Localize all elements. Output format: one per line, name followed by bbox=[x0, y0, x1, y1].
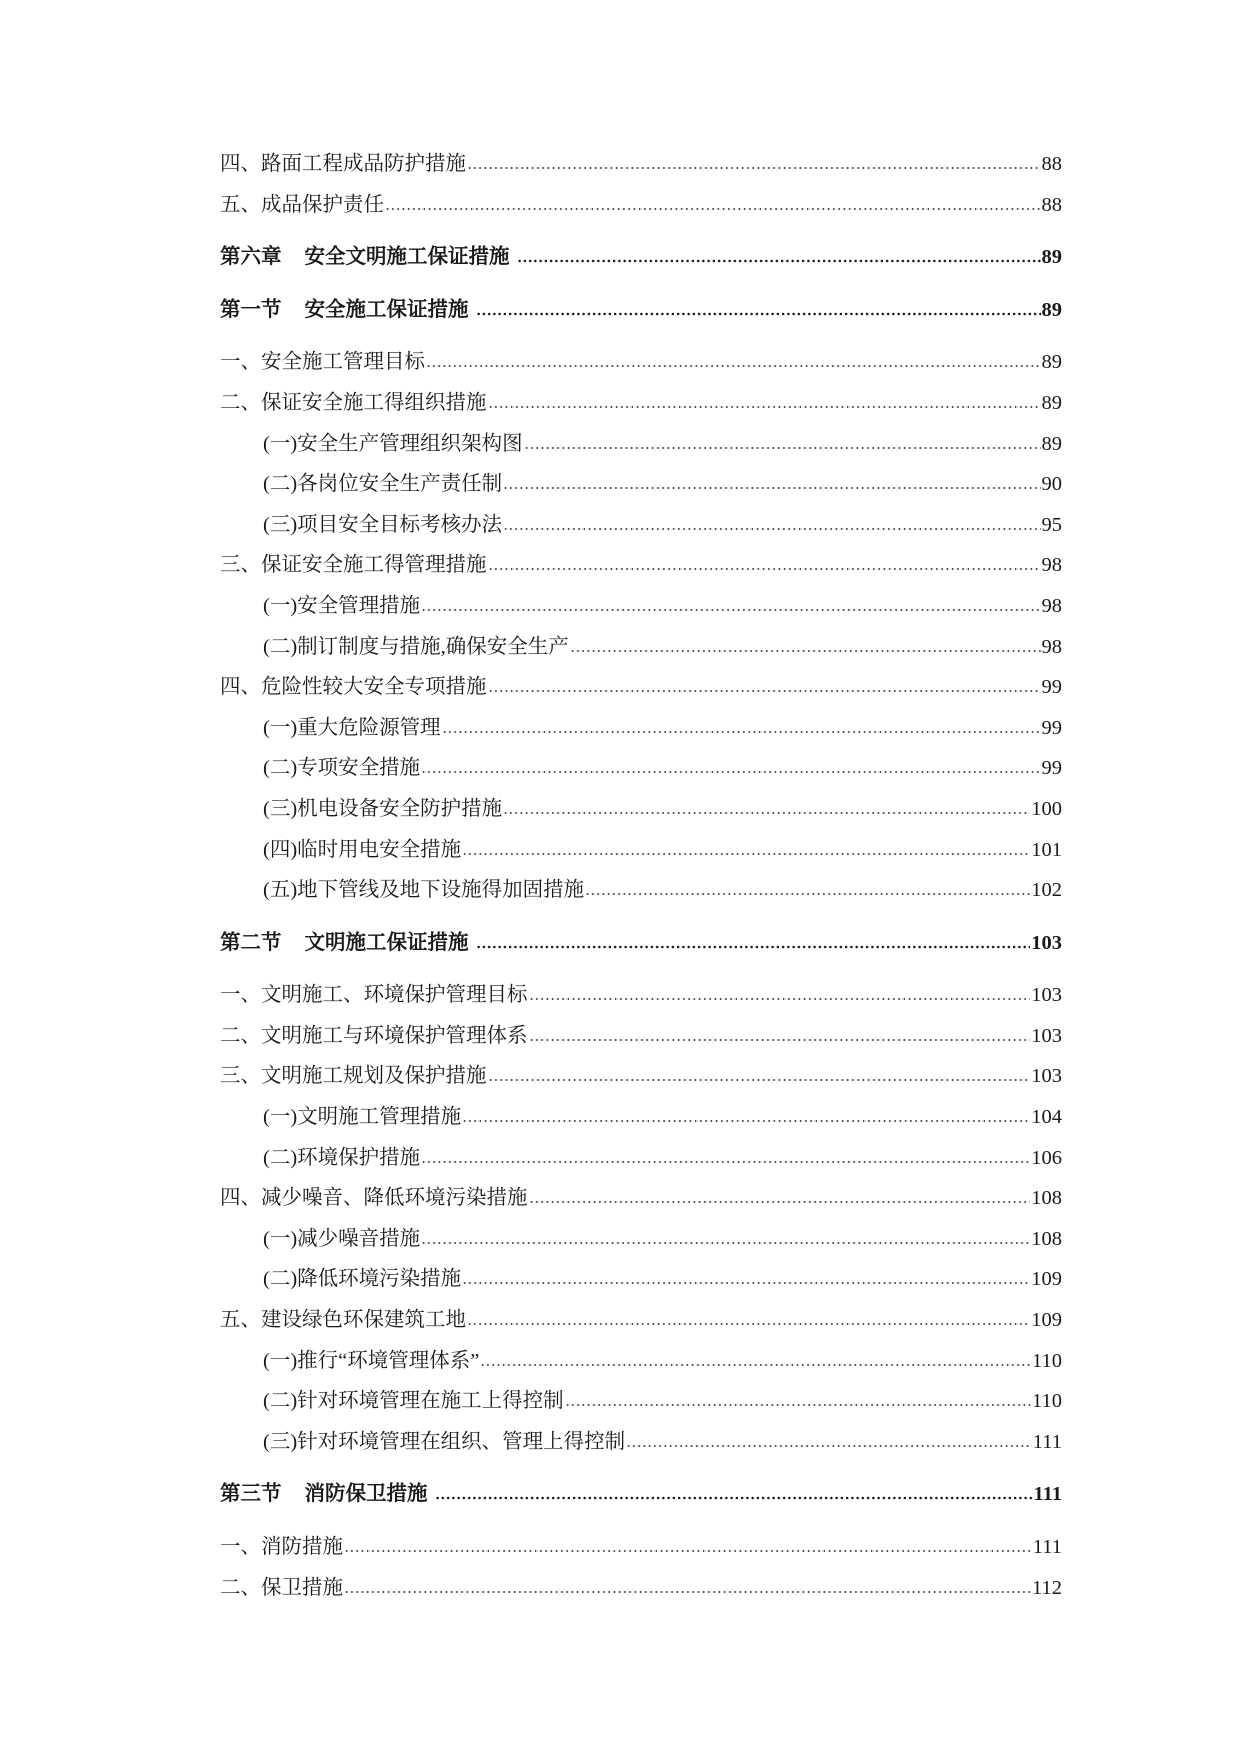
toc-subentry bbox=[220, 1219, 1062, 1260]
toc-entry bbox=[220, 1300, 1062, 1341]
toc-entry bbox=[220, 667, 1062, 708]
toc-subentry bbox=[220, 830, 1062, 871]
toc-entry-page: 89 bbox=[1041, 351, 1062, 374]
toc-section-heading bbox=[220, 923, 1062, 964]
dot-leader bbox=[467, 166, 1041, 170]
toc-entry bbox=[220, 185, 1062, 226]
toc-entry-page: 89 bbox=[1041, 391, 1062, 414]
toc-subentry bbox=[220, 870, 1062, 911]
toc-subentry bbox=[220, 505, 1062, 546]
toc-chapter-heading bbox=[220, 237, 1062, 278]
toc-entry-label: (一)重大危险源管理 bbox=[263, 716, 441, 739]
dot-leader bbox=[462, 1281, 1030, 1285]
toc-entry-page: 111 bbox=[1032, 1430, 1062, 1453]
dot-leader bbox=[503, 527, 1040, 531]
table-of-contents bbox=[220, 144, 1062, 1608]
dot-leader bbox=[421, 1241, 1030, 1245]
toc-entry-label: 四、路面工程成品防护措施 bbox=[220, 153, 466, 175]
toc-heading-title: 文明施工保证措施 bbox=[304, 931, 469, 954]
toc-entry-page: 99 bbox=[1041, 676, 1062, 699]
dot-leader bbox=[565, 1403, 1031, 1407]
toc-subentry bbox=[220, 789, 1062, 830]
toc-entry-page: 89 bbox=[1041, 298, 1062, 321]
toc-entry-page: 110 bbox=[1032, 1349, 1062, 1372]
toc-entry-page: 98 bbox=[1041, 594, 1062, 617]
toc-entry-page: 109 bbox=[1031, 1309, 1062, 1332]
toc-entry-label: 四、危险性较大安全专项措施 bbox=[220, 676, 487, 699]
toc-entry-page: 103 bbox=[1031, 1065, 1062, 1088]
toc-entry-label: (一)文明施工管理措施 bbox=[263, 1106, 462, 1129]
toc-entry-page: 106 bbox=[1031, 1146, 1062, 1169]
toc-section-heading bbox=[220, 1474, 1062, 1515]
toc-heading-number: 第六章 bbox=[220, 246, 282, 269]
toc-entry-label: 三、保证安全施工得管理措施 bbox=[220, 554, 487, 577]
dot-leader bbox=[524, 446, 1041, 450]
toc-entry-label: (一)减少噪音措施 bbox=[263, 1227, 421, 1250]
toc-entry-page: 89 bbox=[1041, 246, 1062, 269]
toc-entry-label: (二)降低环境污染措施 bbox=[263, 1268, 462, 1291]
toc-entry-page: 112 bbox=[1032, 1576, 1062, 1599]
toc-entry-label: 一、文明施工、环境保护管理目标 bbox=[220, 984, 528, 1007]
dot-leader bbox=[421, 1160, 1030, 1164]
toc-entry-page: 95 bbox=[1041, 513, 1062, 536]
toc-entry-label: (五)地下管线及地下设施得加固措施 bbox=[263, 879, 585, 902]
toc-subentry bbox=[220, 1381, 1062, 1422]
toc-heading-title: 消防保卫措施 bbox=[304, 1483, 428, 1506]
dot-leader bbox=[488, 567, 1041, 571]
dot-leader bbox=[488, 689, 1041, 693]
dot-leader bbox=[426, 364, 1041, 368]
toc-subentry bbox=[220, 1341, 1062, 1382]
toc-subentry bbox=[220, 708, 1062, 749]
dot-leader bbox=[476, 945, 1031, 949]
toc-heading-title: 安全施工保证措施 bbox=[304, 298, 469, 321]
toc-entry bbox=[220, 1568, 1062, 1609]
dot-leader bbox=[626, 1444, 1032, 1448]
toc-entry-page: 108 bbox=[1031, 1187, 1062, 1210]
toc-entry-label: (二)针对环境管理在施工上得控制 bbox=[263, 1390, 564, 1413]
toc-entry-page: 110 bbox=[1032, 1390, 1062, 1413]
dot-leader bbox=[435, 1496, 1033, 1500]
toc-entry bbox=[220, 1056, 1062, 1097]
toc-entry bbox=[220, 1016, 1062, 1057]
toc-heading-number: 第一节 bbox=[220, 298, 282, 321]
toc-entry-label: 五、成品保护责任 bbox=[220, 193, 384, 216]
dot-leader bbox=[421, 608, 1040, 612]
toc-entry-page: 109 bbox=[1031, 1268, 1062, 1291]
toc-subentry bbox=[220, 464, 1062, 505]
toc-entry-label: 五、建设绿色环保建筑工地 bbox=[220, 1309, 466, 1332]
dot-leader bbox=[476, 312, 1041, 316]
toc-entry-label: (一)安全管理措施 bbox=[263, 594, 421, 617]
toc-entry-page: 104 bbox=[1031, 1106, 1062, 1129]
toc-entry-label: (二)专项安全措施 bbox=[263, 757, 421, 780]
toc-entry-page: 90 bbox=[1041, 473, 1062, 496]
toc-subentry bbox=[220, 627, 1062, 668]
toc-entry bbox=[220, 1178, 1062, 1219]
dot-leader bbox=[529, 1200, 1031, 1204]
toc-entry bbox=[220, 975, 1062, 1016]
dot-leader bbox=[344, 1549, 1032, 1553]
dot-leader bbox=[462, 1119, 1030, 1123]
toc-entry-page: 103 bbox=[1031, 984, 1062, 1007]
toc-entry-page: 103 bbox=[1031, 931, 1062, 954]
toc-subentry bbox=[220, 1138, 1062, 1179]
toc-heading-number: 第二节 bbox=[220, 931, 282, 954]
toc-entry-label: 三、文明施工规划及保护措施 bbox=[220, 1065, 487, 1088]
toc-entry-page: 111 bbox=[1032, 1536, 1062, 1558]
toc-entry-label: (二)环境保护措施 bbox=[263, 1146, 421, 1169]
toc-subentry bbox=[220, 1097, 1062, 1138]
toc-entry-page: 88 bbox=[1041, 153, 1062, 175]
dot-leader bbox=[488, 405, 1041, 409]
dot-leader bbox=[480, 1363, 1031, 1367]
toc-entry-page: 103 bbox=[1031, 1024, 1062, 1047]
toc-entry-page: 98 bbox=[1041, 635, 1062, 658]
toc-subentry bbox=[220, 586, 1062, 627]
dot-leader bbox=[442, 730, 1041, 734]
dot-leader bbox=[421, 770, 1040, 774]
toc-entry-label: 一、消防措施 bbox=[220, 1536, 343, 1558]
toc-entry-label: (三)针对环境管理在组织、管理上得控制 bbox=[263, 1430, 626, 1453]
toc-heading-number: 第三节 bbox=[220, 1483, 282, 1506]
toc-entry-page: 88 bbox=[1041, 193, 1062, 216]
dot-leader bbox=[503, 811, 1030, 815]
toc-entry-page: 101 bbox=[1031, 838, 1062, 861]
toc-entry-page: 99 bbox=[1041, 757, 1062, 780]
toc-entry-label: (一)推行“环境管理体系” bbox=[263, 1349, 480, 1372]
toc-entry-label: 二、保卫措施 bbox=[220, 1576, 343, 1599]
toc-entry bbox=[220, 383, 1062, 424]
toc-entry-page: 111 bbox=[1033, 1483, 1062, 1506]
toc-entry-label: (一)安全生产管理组织架构图 bbox=[263, 432, 523, 455]
toc-entry-page: 100 bbox=[1031, 797, 1062, 820]
toc-entry-label: (四)临时用电安全措施 bbox=[263, 838, 462, 861]
toc-entry-label: 四、减少噪音、降低环境污染措施 bbox=[220, 1187, 528, 1210]
toc-entry bbox=[220, 1527, 1062, 1568]
toc-heading-title: 安全文明施工保证措施 bbox=[304, 246, 510, 269]
toc-entry-page: 89 bbox=[1041, 432, 1062, 455]
toc-entry-label: (二)各岗位安全生产责任制 bbox=[263, 473, 503, 496]
dot-leader bbox=[529, 1038, 1031, 1042]
dot-leader bbox=[517, 259, 1041, 263]
dot-leader bbox=[570, 649, 1041, 653]
toc-entry-page: 102 bbox=[1031, 879, 1062, 902]
toc-subentry bbox=[220, 424, 1062, 465]
toc-entry bbox=[220, 144, 1062, 185]
dot-leader bbox=[503, 486, 1040, 490]
dot-leader bbox=[344, 1590, 1031, 1594]
toc-entry-label: (三)项目安全目标考核办法 bbox=[263, 513, 503, 536]
toc-entry-label: (三)机电设备安全防护措施 bbox=[263, 797, 503, 820]
toc-entry-page: 99 bbox=[1041, 716, 1062, 739]
toc-entry-label: 一、安全施工管理目标 bbox=[220, 351, 425, 374]
toc-entry-page: 98 bbox=[1041, 554, 1062, 577]
toc-entry bbox=[220, 342, 1062, 383]
toc-subentry bbox=[220, 1422, 1062, 1463]
toc-entry-label: 二、保证安全施工得组织措施 bbox=[220, 391, 487, 414]
toc-entry-page: 108 bbox=[1031, 1227, 1062, 1250]
dot-leader bbox=[585, 892, 1030, 896]
dot-leader bbox=[467, 1322, 1030, 1326]
toc-entry bbox=[220, 545, 1062, 586]
dot-leader bbox=[529, 997, 1031, 1001]
toc-subentry bbox=[220, 1259, 1062, 1300]
dot-leader bbox=[488, 1078, 1031, 1082]
dot-leader bbox=[385, 207, 1041, 211]
toc-entry-label: 二、文明施工与环境保护管理体系 bbox=[220, 1024, 528, 1047]
toc-section-heading bbox=[220, 290, 1062, 331]
toc-subentry bbox=[220, 748, 1062, 789]
toc-entry-label: (二)制订制度与措施,确保安全生产 bbox=[263, 635, 569, 658]
dot-leader bbox=[462, 852, 1030, 856]
